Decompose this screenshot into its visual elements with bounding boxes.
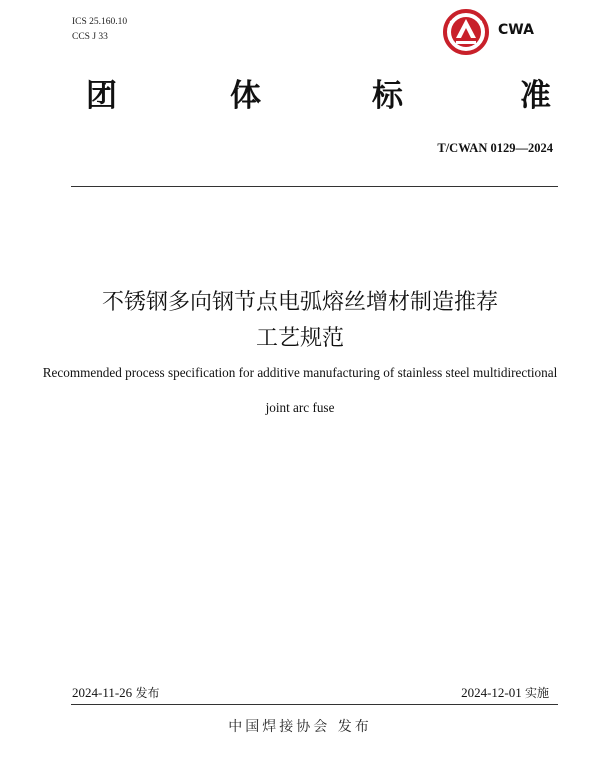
standard-type-char-3: 标 bbox=[372, 78, 403, 114]
issue-date: 2024-11-26 bbox=[72, 685, 133, 700]
english-title-line-2: joint arc fuse bbox=[265, 400, 335, 415]
standard-number: T/CWAN 0129—2024 bbox=[437, 141, 553, 155]
english-title-line-1: Recommended process specification for additive manufacturing of stainless steel multidirectional bbox=[42, 365, 558, 380]
issue-label: 发布 bbox=[135, 686, 160, 700]
standard-type-char-1: 团 bbox=[86, 78, 117, 114]
footer-divider bbox=[71, 704, 558, 705]
implement-label: 实施 bbox=[524, 686, 549, 700]
publisher: 中国焊接协会 发布 bbox=[228, 719, 372, 735]
implement-date: 2024-12-01 bbox=[461, 685, 522, 700]
ics-code: ICS 25.160.10 bbox=[72, 17, 128, 27]
cwa-emblem-icon bbox=[442, 8, 494, 56]
implement-date-block bbox=[461, 684, 549, 701]
classification-codes bbox=[72, 15, 127, 45]
standard-type-char-4: 准 bbox=[520, 78, 551, 114]
standard-type-char-2: 体 bbox=[230, 78, 261, 114]
ccs-code: CCS J 33 bbox=[72, 32, 108, 42]
emblem-svg bbox=[442, 8, 494, 56]
chinese-title-line-2: 工艺规范 bbox=[255, 326, 344, 351]
cwa-wordmark: CWA bbox=[498, 22, 534, 38]
chinese-title-line-1: 不锈钢多向钢节点电弧熔丝增材制造推荐 bbox=[101, 290, 498, 315]
header-divider bbox=[71, 186, 558, 187]
issue-date-block bbox=[72, 684, 159, 701]
